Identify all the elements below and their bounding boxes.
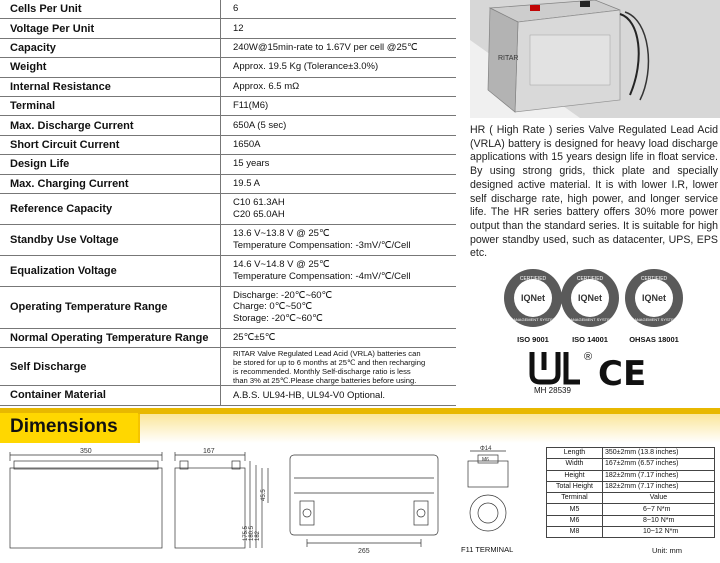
spec-row-max-discharge [0, 116, 456, 135]
spec-label: Max. Charging Current [0, 175, 221, 193]
spec-row-container [0, 386, 456, 405]
svg-text:Φ14: Φ14 [480, 446, 492, 452]
spec-label: Terminal [0, 97, 221, 115]
spec-value: Approx. 6.5 mΩ [233, 80, 300, 92]
cert-iso14001 [560, 268, 620, 344]
product-description: HR ( High Rate ) series Valve Regulated Lead Acid (VRLA) battery is designed for heavy load discharge applications with 15 years design life in float service. By using strong grids, thick plate and specially designed active material. It is with lower I.R, lower self discharge rate, high power, and longer service life. The HR series battery offers 30% more power output than the standard series. It is suitable for high power standby used, such as datacenter, UPS, EPS etc. [470, 124, 718, 260]
spec-value: Approx. 19.5 Kg (Tolerance±3.0%) [233, 61, 379, 73]
spec-label: Internal Resistance [0, 78, 221, 96]
spec-row-standby-voltage [0, 225, 456, 256]
spec-label: Equalization Voltage [0, 256, 221, 286]
table-row: Length 350±2mm (13.8 inches) [547, 448, 715, 459]
dimensions-title: Dimensions [10, 416, 118, 437]
spec-value: 240W@15min-rate to 1.67V per cell @25℃ [233, 42, 418, 54]
spec-value: 6 [233, 3, 239, 15]
spec-row-self-discharge [0, 348, 456, 386]
spec-value: 650A (5 sec) [233, 119, 287, 131]
spec-row-normal-temp [0, 329, 456, 348]
svg-text:167: 167 [203, 448, 215, 455]
svg-text:MANAGEMENT SYSTEM: MANAGEMENT SYSTEM [509, 317, 557, 322]
spec-row-short-circuit [0, 136, 456, 155]
svg-text:CERTIFIED: CERTIFIED [519, 276, 547, 282]
spec-value: F11(M6) [233, 100, 269, 112]
table-header: Terminal Value [547, 493, 715, 504]
cert-iso9001 [503, 268, 563, 344]
spec-label: Standby Use Voltage [0, 225, 221, 255]
f11-terminal-caption: F11 TERMINAL [461, 545, 514, 554]
ce-mark: CE [598, 354, 647, 394]
spec-label: Max. Discharge Current [0, 116, 221, 134]
spec-row-capacity [0, 39, 456, 58]
spec-label: Capacity [0, 39, 221, 57]
table-row: Width 167±2mm (6.57 inches) [547, 459, 715, 470]
cert-caption: ISO 9001 [517, 335, 549, 344]
spec-value: 13.6 V~13.8 V @ 25℃ Temperature Compensation: -3mV/℃/Cell [233, 228, 411, 251]
unit-label: Unit: mm [652, 546, 682, 555]
svg-text:M6: M6 [482, 457, 489, 463]
svg-text:CERTIFIED: CERTIFIED [640, 276, 668, 282]
spec-row-operating-temp [0, 287, 456, 329]
cert-caption: ISO 14001 [572, 335, 608, 344]
spec-label: Reference Capacity [0, 194, 221, 224]
svg-text:265: 265 [358, 548, 370, 555]
svg-text:IQNet: IQNet [520, 293, 546, 303]
svg-text:MANAGEMENT SYSTEM: MANAGEMENT SYSTEM [566, 317, 614, 322]
table-row: M6 8~10 N*m [547, 515, 715, 526]
spec-label: Design Life [0, 155, 221, 173]
spec-row-design-life [0, 155, 456, 174]
iqnet-badge-icon [560, 268, 620, 328]
spec-table [0, 0, 456, 406]
spec-row-equalization-voltage [0, 256, 456, 287]
svg-text:45.5: 45.5 [261, 489, 267, 501]
spec-value: 1650A [233, 138, 261, 150]
svg-text:350: 350 [80, 448, 92, 455]
spec-row-resistance [0, 78, 456, 97]
svg-text:180.5: 180.5 [249, 525, 255, 541]
spec-row-voltage [0, 19, 456, 38]
spec-value: 25℃±5℃ [233, 332, 276, 344]
cert-caption: OHSAS 18001 [629, 335, 679, 344]
ul-mark [524, 346, 594, 401]
spec-row-weight [0, 58, 456, 77]
spec-value: C10 61.3AH C20 65.0AH [233, 197, 285, 220]
iqnet-badge-icon [624, 268, 684, 328]
iqnet-badge-icon [503, 268, 563, 328]
table-row: M8 10~12 N*m [547, 527, 715, 538]
ul-recognized-icon [524, 346, 594, 396]
spec-label: Operating Temperature Range [0, 287, 221, 328]
spec-value: 19.5 A [233, 177, 260, 189]
table-row: Height 182±2mm (7.17 inches) [547, 470, 715, 481]
spec-label: Container Material [0, 386, 221, 404]
svg-text:MANAGEMENT SYSTEM: MANAGEMENT SYSTEM [630, 317, 678, 322]
svg-text:IQNet: IQNet [577, 293, 603, 303]
spec-label: Voltage Per Unit [0, 19, 221, 37]
spec-label: Self Discharge [0, 348, 221, 385]
svg-text:182: 182 [255, 530, 261, 541]
dimension-table [546, 447, 715, 538]
battery-image [470, 0, 720, 118]
spec-row-cells [0, 0, 456, 19]
svg-text:®: ® [584, 351, 593, 363]
spec-value: RITAR Valve Regulated Lead Acid (VRLA) batteries can be stored for up to 6 months at 25℃ and then recharging is recommended. Monthly Self-discharge ratio is less than 3% at 25℃.Please charge batteries before using. [233, 348, 426, 385]
svg-text:CERTIFIED: CERTIFIED [576, 276, 604, 282]
spec-value: Discharge: -20℃~60℃ Charge: 0℃~50℃ Storage: -20℃~60℃ [233, 289, 333, 325]
spec-label: Weight [0, 58, 221, 76]
cert-ohsas18001 [624, 268, 684, 344]
svg-text:MH 28539: MH 28539 [534, 386, 571, 395]
spec-row-max-charging [0, 175, 456, 194]
spec-label: Short Circuit Current [0, 136, 221, 154]
spec-label: Cells Per Unit [0, 0, 221, 18]
spec-row-reference-capacity [0, 194, 456, 225]
spec-value: 12 [233, 22, 244, 34]
dimensions-header [0, 408, 720, 443]
spec-value: 15 years [233, 158, 270, 170]
table-row: M5 6~7 N*m [547, 504, 715, 515]
spec-value: A.B.S. UL94-HB, UL94-V0 Optional. [233, 389, 386, 401]
spec-value: 14.6 V~14.8 V @ 25℃ Temperature Compensation: -4mV/℃/Cell [233, 259, 411, 282]
svg-text:RITAR: RITAR [498, 55, 519, 62]
spec-label: Normal Operating Temperature Range [0, 329, 221, 347]
table-row: Total Height 182±2mm (7.17 inches) [547, 481, 715, 492]
svg-text:IQNet: IQNet [641, 293, 667, 303]
spec-row-terminal [0, 97, 456, 116]
svg-text:175.5: 175.5 [243, 525, 249, 541]
